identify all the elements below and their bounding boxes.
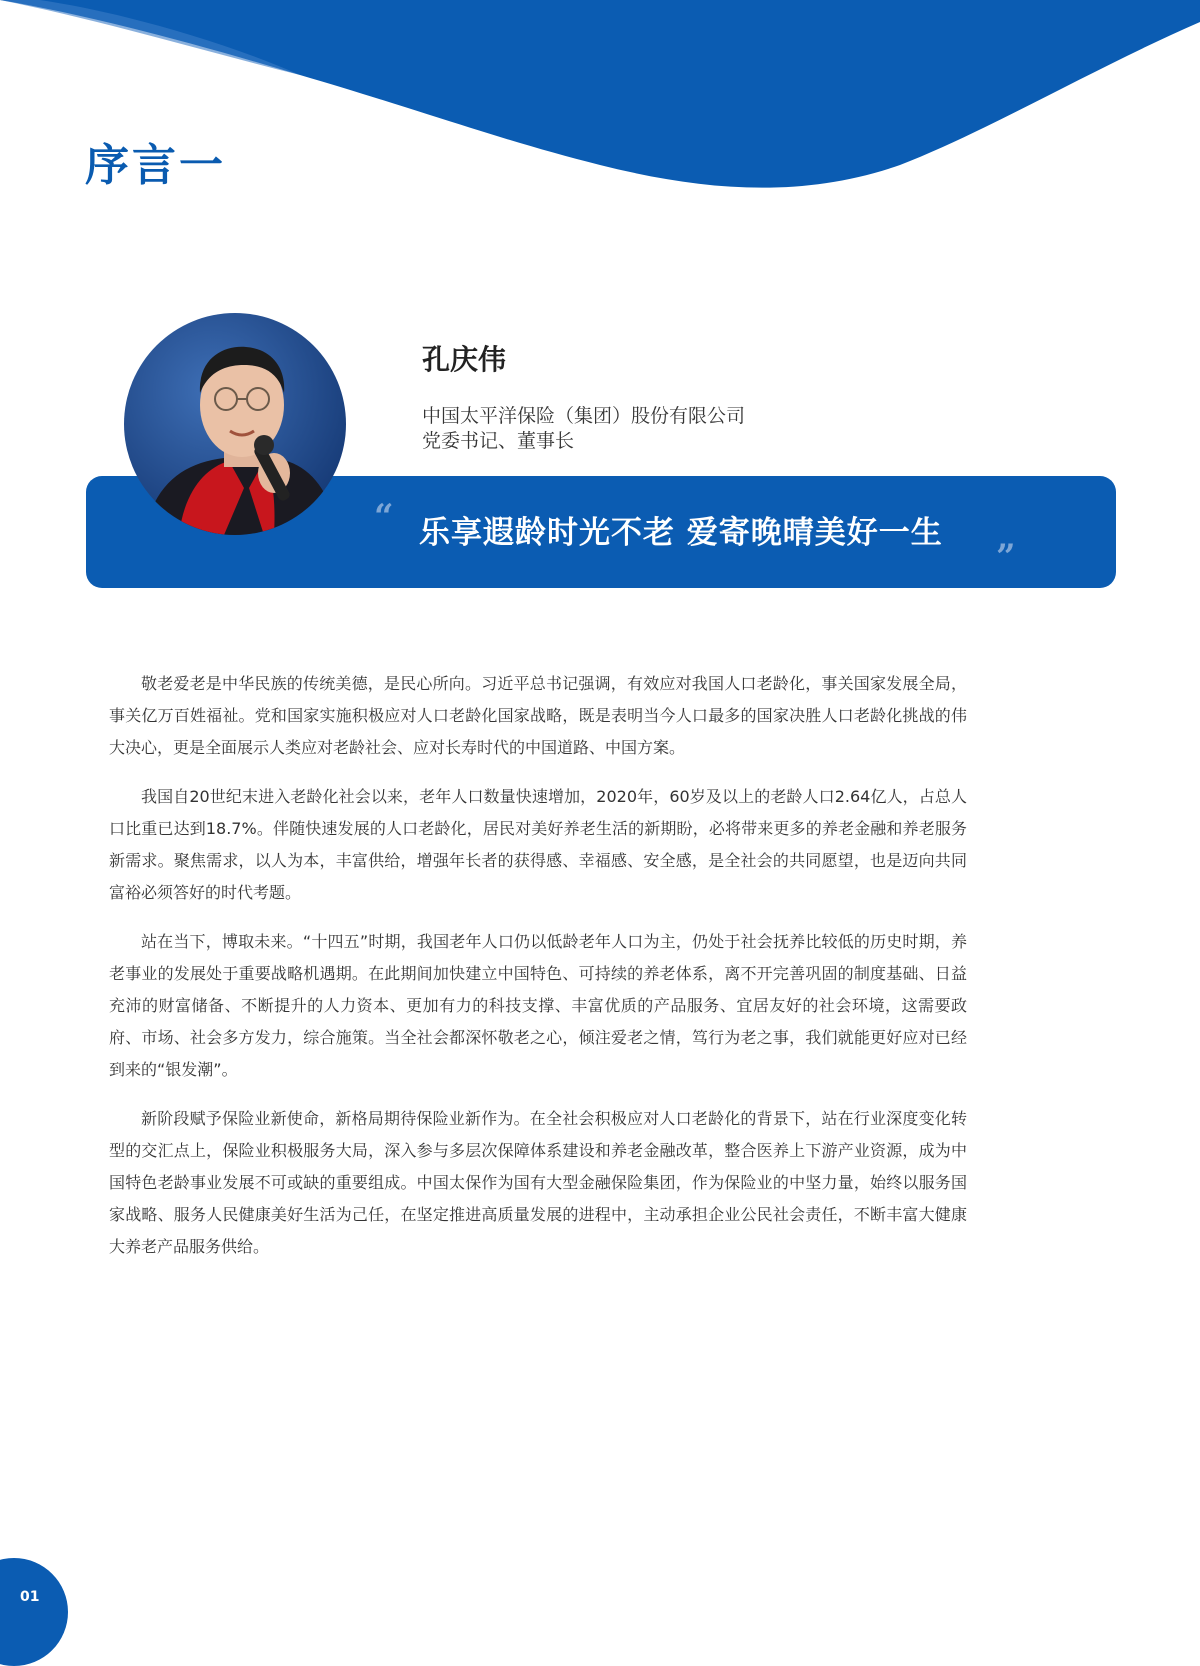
paragraph-3: 站在当下，博取未来。“十四五”时期，我国老年人口仍以低龄老年人口为主，仍处于社会抚养比较低的历史时期，养老事业的发展处于重要战略机遇期。在此期间加快建立中国特色、可持续的养老体系，离不开完善巩固的制度基础、日益充沛的财富储备、不断提升的人力资本、更加有力的科技支撑、丰富优质的产品服务、宜居友好的社会环境，这需要政府、市场、社会多方发力，综合施策。当全社会都深怀敬老之心，倾注爱老之情，笃行为老之事，我们就能更好应对已经到来的“银发潮”。 bbox=[109, 932, 967, 1079]
quote-text: 乐享遐龄时光不老 爱寄晚晴美好一生 bbox=[419, 515, 943, 551]
paragraph-2: 我国自20世纪末进入老龄化社会以来，老年人口数量快速增加，2020年，60岁及以上的老龄人口2.64亿人，占总人口比重已达到18.7%。伴随快速发展的人口老龄化，居民对美好养老生活的新期盼，必将带来更多的养老金融和养老服务新需求。聚焦需求，以人为本，丰富供给，增强年长者的获得感、幸福感、安全感，是全社会的共同愿望，也是迈向共同富裕必须答好的时代考题。 bbox=[109, 787, 967, 902]
portrait-illustration bbox=[124, 313, 346, 535]
author-organization: 中国太平洋保险（集团）股份有限公司 bbox=[422, 405, 746, 427]
paragraph-4: 新阶段赋予保险业新使命，新格局期待保险业新作为。在全社会积极应对人口老龄化的背景下，站在行业深度变化转型的交汇点上，保险业积极服务大局，深入参与多层次保障体系建设和养老金融改革，整合医养上下游产业资源，成为中国特色老龄事业发展不可或缺的重要组成。中国太保作为国有大型金融保险集团，作为保险业的中坚力量，始终以服务国家战略、服务人民健康美好生活为己任，在坚定推进高质量发展的进程中，主动承担企业公民社会责任，不断丰富大健康大养老产品服务供给。 bbox=[109, 1109, 967, 1256]
page-number-badge bbox=[0, 1558, 68, 1666]
author-name: 孔庆伟 bbox=[422, 343, 507, 376]
author-portrait bbox=[124, 313, 346, 535]
open-quote-icon: “ bbox=[374, 497, 394, 537]
page-title: 序言一 bbox=[85, 140, 226, 191]
author-role: 党委书记、董事长 bbox=[422, 430, 575, 452]
paragraph-1: 敬老爱老是中华民族的传统美德，是民心所向。习近平总书记强调，有效应对我国人口老龄化，事关国家发展全局，事关亿万百姓福祉。党和国家实施积极应对人口老龄化国家战略，既是表明当今人口最多的国家决胜人口老龄化挑战的伟大决心，更是全面展示人类应对老龄社会、应对长寿时代的中国道路、中国方案。 bbox=[109, 674, 967, 757]
close-quote-icon: ” bbox=[996, 537, 1016, 577]
page-number: 01 bbox=[20, 1589, 40, 1605]
body-text bbox=[109, 668, 967, 1280]
